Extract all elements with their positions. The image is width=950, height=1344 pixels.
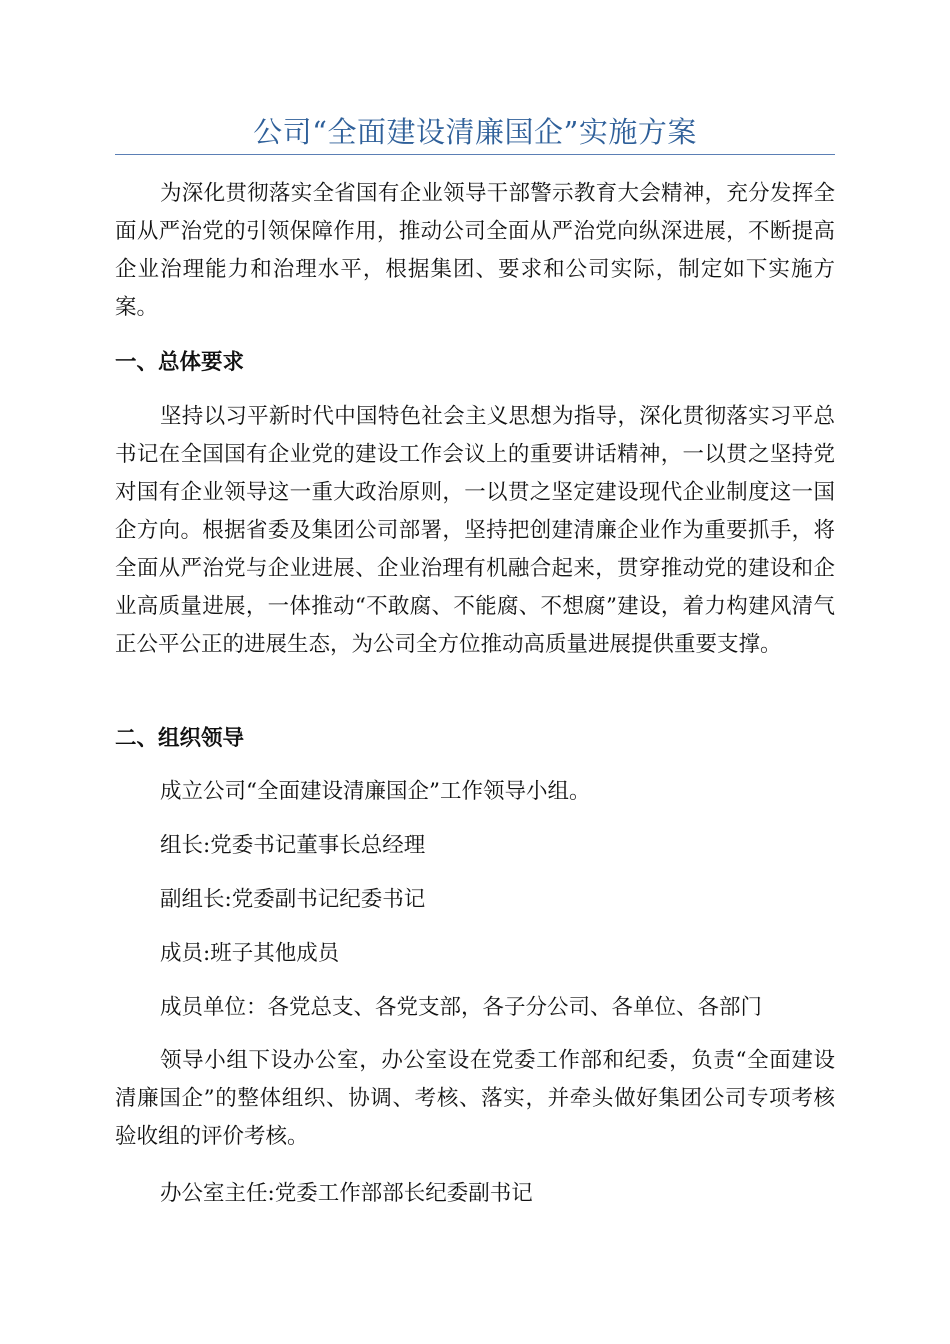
section-heading-general-requirements: 一、总体要求 [115, 350, 245, 375]
leading-group-line: 成立公司“全面建设清廉国企”工作领导小组。 [160, 779, 591, 804]
members-line: 成员:班子其他成员 [160, 941, 340, 966]
office-director-line: 办公室主任:党委工作部部长纪委副书记 [160, 1181, 533, 1206]
deputy-leader-line: 副组长:党委副书记纪委书记 [160, 887, 426, 912]
office-paragraph: 领导小组下设办公室，办公室设在党委工作部和纪委，负责“全面建设清廉国企”的整体组织、协调、考核、落实，并牵头做好集团公司专项考核验收组的评价考核。 [115, 1048, 835, 1149]
member-units-line: 成员单位：各党总支、各党支部，各子分公司、各单位、各部门 [160, 995, 763, 1020]
document-title: 公司“全面建设清廉国企”实施方案 [253, 115, 697, 149]
title-underline [115, 154, 835, 155]
general-requirements-paragraph: 坚持以习平新时代中国特色社会主义思想为指导，深化贯彻落实习平总书记在全国国有企业党的建设工作会议上的重要讲话精神，一以贯之坚持党对国有企业领导这一重大政治原则，一以贯之坚定建设现代企业制度这一国企方向。根据省委及集团公司部署，坚持把创建清廉企业作为重要抓手，将全面从严治党与企业进展、企业治理有机融合起来，贯穿推动党的建设和企业高质量进展，一体推动“不敢腐、不能腐、不想腐”建设，着力构建风清气正公平公正的进展生态，为公司全方位推动高质量进展提供重要支撑。 [115, 404, 835, 657]
group-leader-line: 组长:党委书记董事长总经理 [160, 833, 426, 858]
section-heading-organization: 二、组织领导 [115, 726, 245, 751]
intro-paragraph: 为深化贯彻落实全省国有企业领导干部警示教育大会精神，充分发挥全面从严治党的引领保障作用，推动公司全面从严治党向纵深进展，不断提高企业治理能力和治理水平，根据集团、要求和公司实际，制定如下实施方案。 [115, 181, 835, 320]
